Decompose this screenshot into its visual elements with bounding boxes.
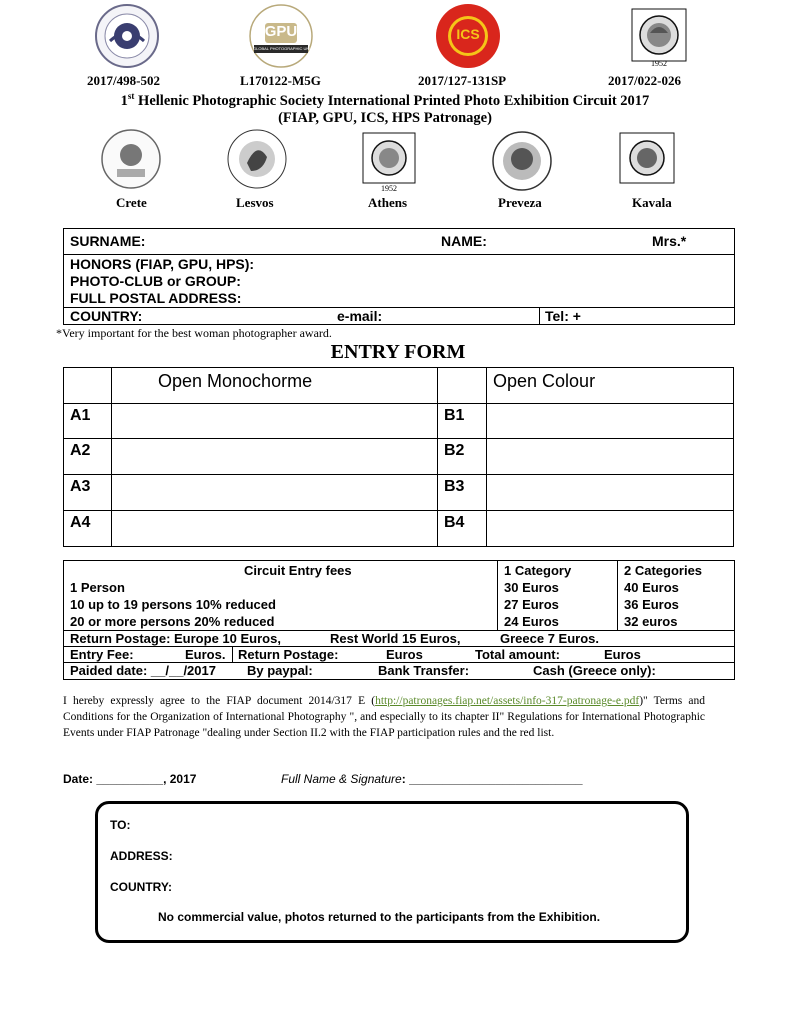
return-postage-europe: Return Postage: Europe 10 Euros, bbox=[70, 631, 281, 646]
email-field[interactable]: e-mail: bbox=[337, 308, 383, 324]
agreement-before-link: I hereby expressly agree to the FIAP document 2014/317 E ( bbox=[63, 695, 376, 707]
cash-option[interactable]: Cash (Greece only): bbox=[533, 663, 656, 678]
colour-row-label: B3 bbox=[438, 475, 487, 511]
patronage-code-hps: 2017/022-026 bbox=[608, 73, 681, 88]
colour-title-cell[interactable] bbox=[487, 404, 734, 439]
fee-row-label: 1 Person bbox=[70, 580, 125, 595]
title-ordinal: 1 bbox=[120, 92, 128, 109]
address-address[interactable]: ADDRESS: bbox=[110, 849, 173, 863]
exhibition-title bbox=[0, 91, 770, 110]
photo-club-field[interactable]: PHOTO-CLUB or GROUP: bbox=[70, 273, 241, 289]
fee-row-one: 27 Euros bbox=[504, 597, 559, 612]
return-postage-field[interactable]: Return Postage: bbox=[238, 647, 339, 662]
mono-header: Open Monochorme bbox=[112, 368, 438, 404]
lesvos-logo bbox=[225, 127, 289, 191]
patronage-code-ics: 2017/127-131SP bbox=[418, 73, 507, 88]
mrs-field[interactable]: Mrs.* bbox=[652, 233, 687, 249]
colour-title-cell[interactable] bbox=[487, 439, 734, 475]
entry-fee-field[interactable]: Entry Fee: bbox=[70, 647, 134, 662]
crete-logo bbox=[99, 127, 163, 191]
entry-table bbox=[63, 367, 734, 547]
signature-field[interactable] bbox=[281, 772, 583, 786]
mono-row-label: A1 bbox=[64, 404, 112, 439]
city-athens: Athens bbox=[368, 195, 408, 210]
mono-row-label: A4 bbox=[64, 511, 112, 547]
agreement-text bbox=[63, 693, 705, 741]
mono-title-cell[interactable] bbox=[112, 404, 438, 439]
city-preveza: Preveza bbox=[498, 195, 542, 210]
fees-col-two-categories: 2 Categories bbox=[624, 563, 703, 578]
paid-date-field[interactable]: Paided date: __/__/2017 bbox=[70, 663, 216, 678]
preveza-logo bbox=[490, 129, 554, 193]
svg-text:1952: 1952 bbox=[381, 184, 397, 193]
athens-logo bbox=[357, 127, 421, 193]
gpu-subtext: GLOBAL PHOTOGRAPHIC UNION bbox=[253, 46, 317, 51]
fees-col-one-category: 1 Category bbox=[504, 563, 572, 578]
ics-text: ICS bbox=[456, 26, 480, 42]
total-amount-field[interactable]: Total amount: bbox=[475, 647, 560, 662]
patronage-code-gpu: L170122-M5G bbox=[240, 73, 321, 88]
address-country[interactable]: COUNTRY: bbox=[110, 880, 172, 894]
return-postage-world: Rest World 15 Euros, bbox=[330, 631, 461, 646]
mono-title-cell[interactable] bbox=[112, 511, 438, 547]
country-field[interactable]: COUNTRY: bbox=[70, 308, 143, 324]
bank-transfer-option[interactable]: Bank Transfer: bbox=[378, 663, 470, 678]
woman-award-note: *Very important for the best woman photographer award. bbox=[56, 326, 332, 340]
fee-row-one: 24 Euros bbox=[504, 614, 559, 629]
fiap-logo bbox=[92, 3, 162, 69]
colour-title-cell[interactable] bbox=[487, 475, 734, 511]
date-field[interactable]: Date: __________, 2017 bbox=[63, 772, 197, 786]
hps-year: 1952 bbox=[651, 59, 667, 68]
ics-logo bbox=[435, 3, 501, 69]
signature-label: Full Name & Signature bbox=[281, 772, 402, 786]
address-to[interactable]: TO: bbox=[110, 818, 131, 832]
gpu-logo bbox=[243, 3, 319, 69]
fee-row-label: 10 up to 19 persons 10% reduced bbox=[70, 597, 276, 612]
surname-field[interactable]: SURNAME: bbox=[70, 233, 146, 249]
city-crete: Crete bbox=[116, 195, 147, 210]
return-postage-greece: Greece 7 Euros. bbox=[500, 631, 599, 646]
colour-header: Open Colour bbox=[487, 368, 734, 404]
patronage-line: (FIAP, GPU, ICS, HPS Patronage) bbox=[278, 110, 492, 126]
fee-row-two: 32 euros bbox=[624, 614, 678, 629]
honors-field[interactable]: HONORS (FIAP, GPU, HPS): bbox=[70, 256, 255, 272]
fiap-document-link[interactable]: http://patronages.fiap.net/assets/info-317-patronage-e.pdf bbox=[375, 695, 640, 707]
gpu-text: GPU bbox=[264, 23, 298, 40]
fee-row-two: 36 Euros bbox=[624, 597, 679, 612]
colour-row-label: B2 bbox=[438, 439, 487, 475]
city-lesvos: Lesvos bbox=[236, 195, 274, 210]
mono-row-label: A2 bbox=[64, 439, 112, 475]
agreement-after-link: )" Terms and Conditions for the Organization of International Photography ", and especially to its chapter II" Regulations for International Photographic Events under FIAP Patronage "dealing under Section II.2 with the FIAP participation rules and the red list. bbox=[63, 695, 705, 739]
kavala-logo bbox=[612, 127, 682, 193]
colour-title-cell[interactable] bbox=[487, 511, 734, 547]
hps-logo bbox=[624, 3, 694, 71]
mono-row-label: A3 bbox=[64, 475, 112, 511]
city-kavala: Kavala bbox=[632, 195, 672, 210]
colour-row-label: B4 bbox=[438, 511, 487, 547]
entry-form-title: ENTRY FORM bbox=[330, 341, 466, 363]
title-ordinal-suffix: st bbox=[127, 91, 135, 101]
signature-line: : __________________________ bbox=[401, 772, 583, 786]
fees-box bbox=[63, 560, 735, 680]
mono-title-cell[interactable] bbox=[112, 439, 438, 475]
fee-row-one: 30 Euros bbox=[504, 580, 559, 595]
fees-header: Circuit Entry fees bbox=[244, 563, 352, 578]
return-postage-euros: Euros bbox=[386, 647, 423, 662]
fee-row-two: 40 Euros bbox=[624, 580, 679, 595]
by-paypal-option[interactable]: By paypal: bbox=[247, 663, 313, 678]
tel-field[interactable]: Tel: + bbox=[545, 308, 581, 324]
patronage-code-fiap: 2017/498-502 bbox=[87, 73, 160, 88]
mono-title-cell[interactable] bbox=[112, 475, 438, 511]
fee-row-label: 20 or more persons 20% reduced bbox=[70, 614, 275, 629]
total-amount-euros: Euros bbox=[604, 647, 641, 662]
entry-fee-euros: Euros. bbox=[185, 647, 226, 662]
title-rest: Hellenic Photographic Society International Printed Photo Exhibition Circuit 2017 bbox=[134, 92, 650, 109]
no-commercial-value-note: No commercial value, photos returned to the participants from the Exhibition. bbox=[158, 910, 601, 924]
name-field[interactable]: NAME: bbox=[441, 233, 487, 249]
postal-address-field[interactable]: FULL POSTAL ADDRESS: bbox=[70, 290, 242, 306]
colour-row-label: B1 bbox=[438, 404, 487, 439]
